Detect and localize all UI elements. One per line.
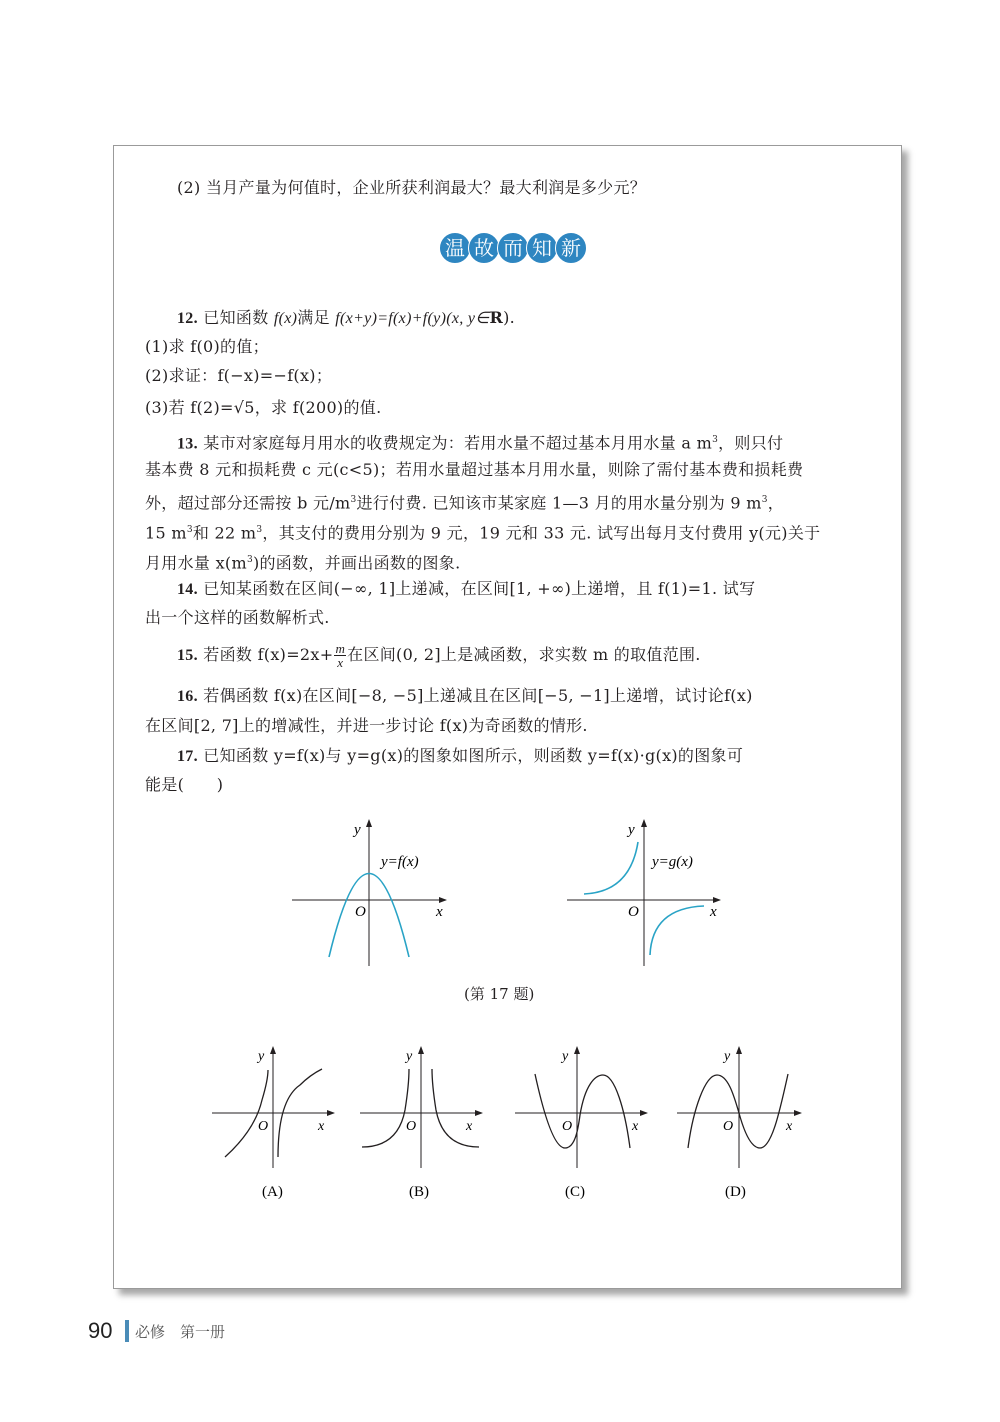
- question-number: 15.: [177, 647, 198, 664]
- option-b-graph: [360, 1047, 482, 1168]
- superscript: 3: [712, 435, 719, 445]
- curve-g-left: [584, 842, 638, 894]
- q12-text: ).: [503, 308, 516, 327]
- badge-char: 知: [526, 232, 558, 264]
- q12-part1: (1)求 f(0)的值；: [145, 337, 269, 356]
- q13-text: 进行付费. 已知该市某家庭 1—3 月的用水量分别为 9 m: [356, 493, 762, 513]
- option-d-graph: [677, 1047, 801, 1168]
- curve-label-g: y=g(x): [652, 854, 693, 870]
- origin-label: O: [628, 904, 639, 920]
- axis-label-x: x: [466, 1119, 473, 1134]
- question-number: 16.: [177, 688, 198, 705]
- axis-label-x: x: [436, 904, 443, 920]
- question-number: 14.: [177, 581, 198, 598]
- question-number: 12.: [177, 310, 198, 327]
- q12-real-set: R: [489, 308, 504, 327]
- figure-caption: (第 17 题): [464, 985, 535, 1003]
- q12-equation: f(x+y)=f(x)+f(y)(x, y∈: [335, 310, 490, 327]
- q12-part2: (2)求证：f(−x)=−f(x)；: [145, 366, 333, 385]
- q16-line2: 在区间[2, 7]上的增减性，并进一步讨论 f(x)为奇函数的情形.: [145, 716, 588, 735]
- axis-label-y: y: [562, 1049, 569, 1064]
- q13-text: 外，超过部分还需按 b 元/m: [145, 493, 351, 513]
- option-label-c: (C): [565, 1184, 585, 1200]
- option-label-a: (A): [262, 1184, 283, 1200]
- superscript: 3: [761, 495, 768, 505]
- footer-accent-bar: [125, 1320, 129, 1342]
- option-label-d: (D): [725, 1184, 746, 1200]
- q13-text: ，其支付的费用分别为 9 元，19 元和 33 元. 试写出每月支付费用 y(元)关于: [262, 523, 821, 543]
- badge-char: 新: [555, 232, 587, 264]
- q13-text: ，: [767, 493, 785, 513]
- q13-text: 和 22 m: [192, 523, 257, 543]
- curve-g-right: [650, 906, 704, 955]
- q13-text: 15 m: [145, 523, 187, 543]
- q17-line2: 能是( ): [145, 775, 224, 794]
- badge-char: 故: [468, 232, 500, 264]
- option-label-b: (B): [409, 1184, 429, 1200]
- curve-label-f: y=f(x): [381, 854, 419, 870]
- fraction-numerator: m: [335, 641, 346, 656]
- origin-label: O: [723, 1119, 734, 1134]
- q15-text: 若函数 f(x)=2x+: [197, 645, 334, 664]
- curve-b-left: [362, 1069, 409, 1147]
- axis-label-x: x: [632, 1119, 639, 1134]
- q15-text: 在区间(0, 2]上是减函数，求实数 m 的取值范围.: [347, 645, 701, 664]
- q12-text: 满足: [297, 308, 336, 327]
- axis-label-y: y: [406, 1049, 413, 1064]
- badge-char: 温: [439, 232, 471, 264]
- superscript: 3: [246, 555, 253, 565]
- q12-p3-text: (3)若 f(2)=: [145, 398, 234, 417]
- q13-text: 某市对家庭每月用水的收费规定为：若用水量不超过基本月用水量 a m: [197, 433, 713, 453]
- origin-label: O: [562, 1119, 573, 1134]
- q13-line2: 基本费 8 元和损耗费 c 元(c<5)；若用水量超过基本月用水量，则除了需付基本费和损耗费: [145, 460, 804, 479]
- superscript: 3: [350, 495, 357, 505]
- question-number: 17.: [177, 748, 198, 765]
- axis-label-y: y: [354, 822, 361, 838]
- origin-label: O: [406, 1119, 417, 1134]
- page-number: 90: [88, 1318, 113, 1343]
- q14-text: 已知某函数在区间(−∞, 1]上递减，在区间[1, +∞)上递增，且 f(1)=1. 试写: [197, 579, 756, 598]
- q17-text: 已知函数 y=f(x)与 y=g(x)的图象如图所示，则函数 y=f(x)·g(x)的图象可: [197, 746, 744, 765]
- curve-c: [535, 1074, 630, 1148]
- q12-p3-text: ，求 f(200)的值.: [254, 398, 382, 417]
- superscript: 3: [256, 525, 263, 535]
- question-number: 13.: [177, 435, 198, 453]
- badge-char: 而: [497, 232, 529, 264]
- axis-label-y: y: [258, 1049, 265, 1064]
- q16-text: 若偶函数 f(x)在区间[−8, −5]上递减且在区间[−5, −1]上递增，试讨论f(x): [197, 686, 753, 705]
- q13-text: ，则只付: [718, 433, 784, 453]
- q12-fx: f(x): [273, 310, 298, 327]
- q14-line2: 出一个这样的函数解析式.: [145, 608, 330, 627]
- superscript: 3: [186, 525, 193, 535]
- graph-g: [567, 820, 720, 966]
- q13-text: 月用水量 x(m: [145, 553, 247, 573]
- axis-label-x: x: [318, 1119, 325, 1134]
- option-c-graph: [515, 1047, 647, 1168]
- curve-d: [688, 1074, 788, 1148]
- axis-label-y: y: [724, 1049, 731, 1064]
- graph-f: [292, 820, 446, 966]
- origin-label: O: [355, 904, 366, 920]
- q13-text: )的函数，并画出函数的图象.: [252, 553, 461, 573]
- axis-label-x: x: [786, 1119, 793, 1134]
- book-title: 必修 第一册: [135, 1323, 226, 1341]
- q11-part2: (2) 当月产量为何值时，企业所获利润最大？最大利润是多少元？: [177, 178, 647, 197]
- fraction-denominator: x: [337, 655, 344, 670]
- axis-label-x: x: [710, 904, 717, 920]
- origin-label: O: [258, 1119, 269, 1134]
- q12-sqrt5: √5: [233, 398, 255, 417]
- axis-label-y: y: [628, 822, 635, 838]
- option-a-graph: [212, 1047, 334, 1168]
- curve-b-right: [432, 1069, 479, 1147]
- q12-text: 已知函数: [197, 308, 274, 327]
